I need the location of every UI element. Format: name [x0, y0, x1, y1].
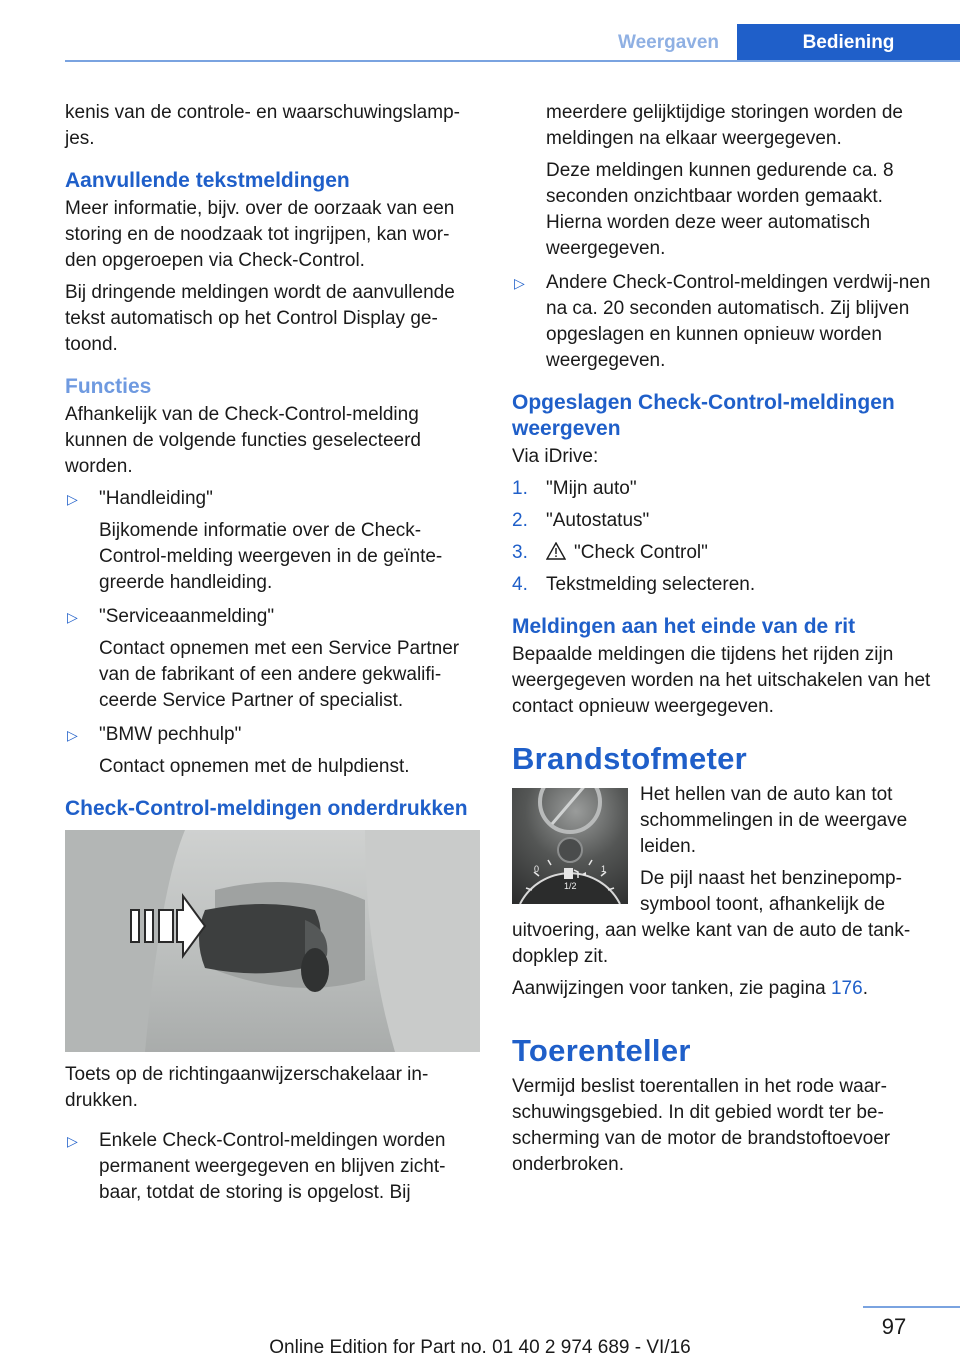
footer-rule	[863, 1306, 960, 1308]
list-item-text: Andere Check-Control-meldingen verdwij-nen na ca. 20 seconden automatisch. Zij blijven opgeslagen en kunnen opnieuw worden weergegeven.	[546, 272, 931, 371]
triangle-bullet-icon	[67, 486, 78, 512]
tab-bediening[interactable]: Bediening	[737, 24, 960, 62]
gauge-label-zero: 0	[534, 864, 540, 874]
tab-weergaven[interactable]: Weergaven	[600, 24, 737, 62]
image-caption: Toets op de richtingaanwijzerschakelaar in-drukken.	[65, 1064, 429, 1111]
via-idrive: Via iDrive:	[512, 446, 599, 467]
left-column	[65, 100, 480, 1214]
list-item-title: "BMW pechhulp"	[99, 724, 242, 745]
functies-list	[65, 486, 480, 780]
tanken-end: .	[862, 978, 868, 999]
brandstof-paragraph-2: De pijl naast het benzinepomp-symbool toont, afhankelijk de uitvoering, aan welke kant van de auto de tank-dopklep zit.	[512, 868, 911, 967]
heading-aanvullende-tekstmeldingen: Aanvullende tekstmeldingen	[65, 169, 350, 192]
step-item	[512, 476, 932, 502]
onderdrukken-list	[65, 1128, 480, 1206]
tanken-text: Aanwijzingen voor tanken, zie pagina	[512, 978, 831, 999]
triangle-bullet-icon	[67, 604, 78, 630]
functies-paragraph: Afhankelijk van de Check-Control-melding kunnen de volgende functies geselecteerd worden.	[65, 404, 421, 477]
heading-meldingen-einde-rit: Meldingen aan het einde van de rit	[512, 615, 856, 638]
list-item-text: Enkele Check-Control-meldingen worden permanent weergegeven en blijven zicht-baar, totdat de storing is opgelost. Bij	[99, 1130, 446, 1203]
header-rule	[65, 60, 960, 62]
list-item-title: "Handleiding"	[99, 488, 213, 509]
list-item-desc: Bijkomende informatie over de Check-Control-melding weergeven in de geïnte-greerde handleiding.	[99, 520, 443, 593]
gauge-label-half: 1/2	[564, 881, 577, 891]
list-item	[65, 486, 480, 596]
heading-functies: Functies	[65, 375, 152, 398]
triangle-bullet-icon	[67, 1128, 78, 1154]
aanvullend-paragraph-2: Bij dringende meldingen wordt de aanvullende tekst automatisch op het Control Display ge-toond.	[65, 282, 455, 355]
triangle-bullet-icon	[67, 722, 78, 748]
step-item	[512, 508, 932, 534]
list-item	[65, 604, 480, 714]
step-number: 4.	[512, 574, 528, 595]
heading-brandstofmeter: Brandstofmeter	[512, 741, 748, 776]
continued-text-2: Deze meldingen kunnen gedurende ca. 8 seconden onzichtbaar worden gemaakt. Hierna worden deze weer automatisch weergegeven.	[546, 160, 894, 259]
aanvullend-paragraph-1: Meer informatie, bijv. over de oorzaak van een storing en de noodzaak tot ingrijpen, kan wor-den opgeroepen via Check-Control.	[65, 198, 455, 271]
fuel-gauge-illustration	[512, 788, 628, 904]
list-item-desc: Contact opnemen met de hulpdienst.	[99, 756, 410, 777]
heading-check-control-onderdrukken: Check-Control-meldingen onderdrukken	[65, 797, 468, 820]
toeren-paragraph: Vermijd beslist toerentallen in het rode waar-schuwingsgebied. In dit gebied wordt ter be-scherming van de motor de brandstoftoevoer onderbroken.	[512, 1076, 891, 1175]
fuel-gauge-image	[512, 788, 628, 904]
continued-text-1: meerdere gelijktijdige storingen worden de meldingen na elkaar weergegeven.	[546, 102, 903, 149]
step-number: 3.	[512, 542, 528, 563]
meldingen-list	[512, 270, 932, 374]
step-text: "Mijn auto"	[546, 478, 637, 499]
edition-footer: Online Edition for Part no. 01 40 2 974 689 - VI/16	[269, 1337, 691, 1358]
triangle-bullet-icon	[514, 270, 525, 296]
warning-triangle-icon	[546, 542, 566, 560]
page-number: 97	[881, 1314, 907, 1339]
list-item-title: "Serviceaanmelding"	[99, 606, 275, 627]
list-item	[65, 1128, 480, 1206]
heading-opgeslagen-meldingen: Opgeslagen Check-Control-meldingen weergeven	[512, 391, 895, 440]
heading-toerenteller: Toerenteller	[512, 1033, 691, 1068]
step-text: "Autostatus"	[546, 510, 650, 531]
tanken-reference	[512, 976, 932, 1002]
gauge-label-one: 1	[601, 864, 607, 874]
step-number: 1.	[512, 478, 528, 499]
list-item-desc: Contact opnemen met een Service Partner van de fabrikant of een andere gekwalifi-ceerde Service Partner of specialist.	[99, 638, 460, 711]
list-item	[512, 270, 932, 374]
step-text: "Check Control"	[574, 542, 708, 563]
intro-text: kenis van de controle- en waarschuwingslamp-jes.	[65, 102, 460, 149]
step-item	[512, 540, 932, 566]
page-link-176[interactable]: 176	[830, 978, 863, 999]
step-text: Tekstmelding selecteren.	[546, 574, 756, 595]
right-column	[512, 100, 932, 1184]
list-item	[65, 722, 480, 780]
steps-list	[512, 476, 932, 598]
turn-signal-lever-illustration	[65, 830, 480, 1052]
step-item	[512, 572, 932, 598]
einde-paragraph: Bepaalde meldingen die tijdens het rijden zijn weergegeven worden na het uitschakelen van het contact opnieuw weergegeven.	[512, 644, 931, 717]
turn-signal-lever-image	[65, 830, 480, 1052]
step-number: 2.	[512, 510, 528, 531]
brandstof-paragraph-1: Het hellen van de auto kan tot schommelingen in de weergave leiden.	[640, 784, 908, 857]
